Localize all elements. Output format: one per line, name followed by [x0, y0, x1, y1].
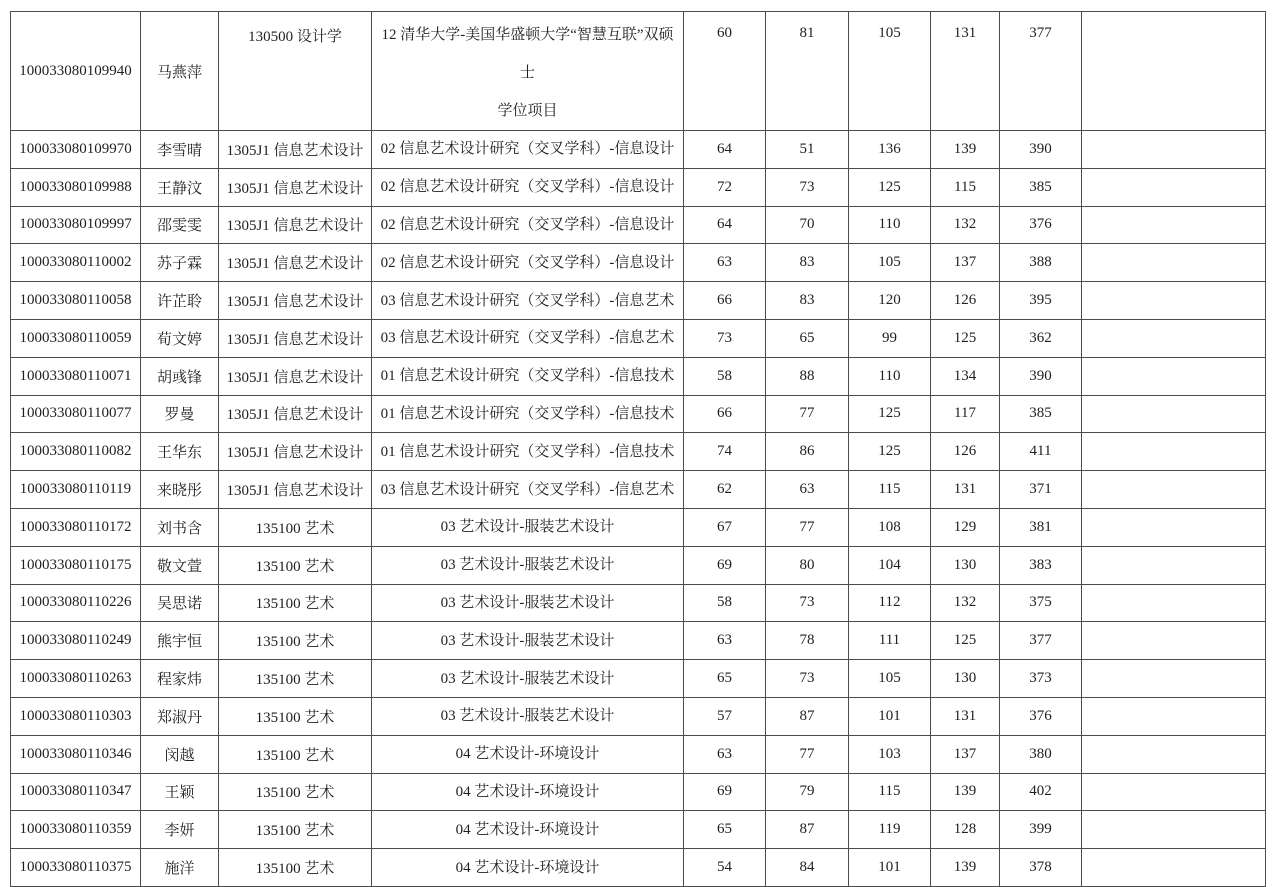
candidate-id-cell: 100033080109940 — [11, 12, 141, 131]
program-cell: 1305J1 信息艺术设计 — [219, 357, 372, 395]
table-row — [11, 546, 1266, 584]
direction-line: 03 信息艺术设计研究（交叉学科）-信息艺术 — [380, 330, 675, 347]
score-cell-1: 54 — [684, 849, 766, 887]
direction-line: 学位项目 — [497, 103, 558, 119]
direction-line: 01 信息艺术设计研究（交叉学科）-信息技术 — [380, 368, 675, 385]
score-cell-1: 73 — [684, 319, 766, 357]
table-row — [11, 622, 1266, 660]
candidate-name-cell: 胡彧锋 — [141, 357, 219, 395]
remark-cell — [1082, 319, 1266, 357]
score-cell-1: 62 — [684, 471, 766, 509]
total-score-cell: 395 — [1000, 282, 1082, 320]
candidate-name-cell: 程家炜 — [141, 660, 219, 698]
score-cell-2: 73 — [766, 660, 849, 698]
program-cell: 135100 艺术 — [219, 697, 372, 735]
score-cell-2: 87 — [766, 811, 849, 849]
candidate-id-cell: 100033080110058 — [11, 282, 141, 320]
candidate-id-cell: 100033080110119 — [11, 471, 141, 509]
score-cell-4: 128 — [931, 811, 1000, 849]
score-cell-3: 105 — [849, 12, 931, 131]
direction-cell — [372, 622, 684, 660]
direction-line: 04 艺术设计-环境设计 — [455, 821, 600, 838]
score-cell-4: 130 — [931, 660, 1000, 698]
remark-cell — [1082, 357, 1266, 395]
score-cell-3: 119 — [849, 811, 931, 849]
program-cell: 1305J1 信息艺术设计 — [219, 131, 372, 169]
table-row — [11, 660, 1266, 698]
direction-cell — [372, 735, 684, 773]
total-score-cell: 376 — [1000, 206, 1082, 244]
candidate-name-cell: 邵雯雯 — [141, 206, 219, 244]
score-cell-4: 130 — [931, 546, 1000, 584]
program-cell: 1305J1 信息艺术设计 — [219, 168, 372, 206]
score-cell-2: 87 — [766, 697, 849, 735]
direction-line: 03 艺术设计-服装艺术设计 — [440, 557, 615, 574]
program-cell: 135100 艺术 — [219, 546, 372, 584]
table-row — [11, 471, 1266, 509]
program-cell: 135100 艺术 — [219, 660, 372, 698]
score-cell-4: 132 — [931, 584, 1000, 622]
remark-cell — [1082, 660, 1266, 698]
direction-cell — [372, 244, 684, 282]
score-cell-2: 79 — [766, 773, 849, 811]
score-cell-3: 99 — [849, 319, 931, 357]
candidate-name-cell: 苏子霖 — [141, 244, 219, 282]
score-cell-2: 63 — [766, 471, 849, 509]
score-cell-3: 108 — [849, 508, 931, 546]
program-cell: 1305J1 信息艺术设计 — [219, 471, 372, 509]
table-row — [11, 12, 1266, 131]
program-cell: 135100 艺术 — [219, 622, 372, 660]
direction-cell — [372, 584, 684, 622]
table-row — [11, 357, 1266, 395]
score-cell-4: 126 — [931, 282, 1000, 320]
table-row — [11, 319, 1266, 357]
program-cell: 1305J1 信息艺术设计 — [219, 282, 372, 320]
total-score-cell: 362 — [1000, 319, 1082, 357]
candidate-name-cell: 闵越 — [141, 735, 219, 773]
score-cell-3: 105 — [849, 660, 931, 698]
total-score-cell: 371 — [1000, 471, 1082, 509]
score-cell-1: 66 — [684, 395, 766, 433]
direction-cell — [372, 697, 684, 735]
remark-cell — [1082, 811, 1266, 849]
score-cell-1: 63 — [684, 735, 766, 773]
total-score-cell: 381 — [1000, 508, 1082, 546]
score-cell-3: 110 — [849, 357, 931, 395]
direction-cell — [372, 357, 684, 395]
score-cell-4: 139 — [931, 849, 1000, 887]
score-cell-2: 77 — [766, 508, 849, 546]
total-score-cell: 385 — [1000, 168, 1082, 206]
score-cell-1: 74 — [684, 433, 766, 471]
total-score-cell: 385 — [1000, 395, 1082, 433]
score-cell-4: 139 — [931, 773, 1000, 811]
direction-cell — [372, 282, 684, 320]
score-cell-4: 125 — [931, 319, 1000, 357]
table-row — [11, 244, 1266, 282]
score-table-body — [11, 12, 1266, 887]
score-cell-3: 104 — [849, 546, 931, 584]
score-cell-2: 83 — [766, 282, 849, 320]
candidate-id-cell: 100033080110347 — [11, 773, 141, 811]
candidate-name-cell: 罗曼 — [141, 395, 219, 433]
direction-line: 01 信息艺术设计研究（交叉学科）-信息技术 — [380, 405, 675, 422]
total-score-cell: 388 — [1000, 244, 1082, 282]
direction-line: 04 艺术设计-环境设计 — [455, 859, 600, 876]
score-cell-2: 81 — [766, 12, 849, 131]
score-cell-1: 66 — [684, 282, 766, 320]
score-cell-3: 105 — [849, 244, 931, 282]
candidate-id-cell: 100033080110346 — [11, 735, 141, 773]
total-score-cell: 373 — [1000, 660, 1082, 698]
candidate-id-cell: 100033080110077 — [11, 395, 141, 433]
score-cell-2: 84 — [766, 849, 849, 887]
table-row — [11, 168, 1266, 206]
remark-cell — [1082, 849, 1266, 887]
direction-cell — [372, 395, 684, 433]
score-cell-4: 137 — [931, 244, 1000, 282]
score-cell-4: 132 — [931, 206, 1000, 244]
candidate-id-cell: 100033080110002 — [11, 244, 141, 282]
score-cell-1: 69 — [684, 546, 766, 584]
score-cell-1: 72 — [684, 168, 766, 206]
total-score-cell: 383 — [1000, 546, 1082, 584]
direction-line: 03 信息艺术设计研究（交叉学科）-信息艺术 — [380, 481, 675, 498]
program-cell: 135100 艺术 — [219, 735, 372, 773]
program-cell: 1305J1 信息艺术设计 — [219, 244, 372, 282]
table-row — [11, 395, 1266, 433]
score-cell-3: 125 — [849, 395, 931, 433]
direction-line: 04 艺术设计-环境设计 — [455, 783, 600, 800]
score-cell-1: 69 — [684, 773, 766, 811]
candidate-id-cell: 100033080109997 — [11, 206, 141, 244]
candidate-id-cell: 100033080110303 — [11, 697, 141, 735]
program-cell: 1305J1 信息艺术设计 — [219, 319, 372, 357]
score-cell-3: 125 — [849, 168, 931, 206]
score-cell-3: 115 — [849, 471, 931, 509]
direction-line: 02 信息艺术设计研究（交叉学科）-信息设计 — [380, 141, 675, 158]
direction-cell — [372, 546, 684, 584]
candidate-id-cell: 100033080110249 — [11, 622, 141, 660]
score-cell-3: 111 — [849, 622, 931, 660]
direction-line: 02 信息艺术设计研究（交叉学科）-信息设计 — [380, 216, 675, 233]
remark-cell — [1082, 206, 1266, 244]
program-cell: 135100 艺术 — [219, 584, 372, 622]
score-cell-2: 80 — [766, 546, 849, 584]
candidate-name-cell: 李妍 — [141, 811, 219, 849]
score-cell-1: 67 — [684, 508, 766, 546]
score-cell-3: 101 — [849, 697, 931, 735]
table-row — [11, 508, 1266, 546]
score-cell-1: 64 — [684, 131, 766, 169]
score-cell-2: 88 — [766, 357, 849, 395]
score-cell-1: 64 — [684, 206, 766, 244]
score-cell-4: 125 — [931, 622, 1000, 660]
candidate-name-cell: 刘书含 — [141, 508, 219, 546]
score-cell-4: 115 — [931, 168, 1000, 206]
direction-line: 04 艺术设计-环境设计 — [455, 746, 600, 763]
score-cell-3: 112 — [849, 584, 931, 622]
table-row — [11, 131, 1266, 169]
direction-cell — [372, 206, 684, 244]
score-cell-1: 63 — [684, 244, 766, 282]
score-cell-4: 129 — [931, 508, 1000, 546]
direction-cell — [372, 433, 684, 471]
score-cell-2: 70 — [766, 206, 849, 244]
candidate-name-cell: 来晓彤 — [141, 471, 219, 509]
remark-cell — [1082, 168, 1266, 206]
total-score-cell: 399 — [1000, 811, 1082, 849]
candidate-id-cell: 100033080110082 — [11, 433, 141, 471]
total-score-cell: 402 — [1000, 773, 1082, 811]
remark-cell — [1082, 622, 1266, 660]
candidate-id-cell: 100033080110263 — [11, 660, 141, 698]
score-cell-2: 86 — [766, 433, 849, 471]
direction-line: 03 艺术设计-服装艺术设计 — [440, 519, 615, 536]
program-cell: 1305J1 信息艺术设计 — [219, 206, 372, 244]
total-score-cell: 377 — [1000, 622, 1082, 660]
direction-line: 03 艺术设计-服装艺术设计 — [440, 670, 615, 687]
direction-cell — [372, 773, 684, 811]
remark-cell — [1082, 282, 1266, 320]
candidate-id-cell: 100033080110226 — [11, 584, 141, 622]
direction-line: 12 清华大学-美国华盛顿大学“智慧互联”双硕士 — [381, 27, 674, 81]
table-row — [11, 282, 1266, 320]
table-row — [11, 584, 1266, 622]
table-row — [11, 206, 1266, 244]
score-cell-4: 131 — [931, 471, 1000, 509]
remark-cell — [1082, 471, 1266, 509]
direction-cell — [372, 319, 684, 357]
direction-line: 03 信息艺术设计研究（交叉学科）-信息艺术 — [380, 292, 675, 309]
score-cell-2: 73 — [766, 168, 849, 206]
score-cell-1: 58 — [684, 584, 766, 622]
score-cell-3: 115 — [849, 773, 931, 811]
candidate-id-cell: 100033080110175 — [11, 546, 141, 584]
remark-cell — [1082, 131, 1266, 169]
direction-cell — [372, 471, 684, 509]
total-score-cell: 380 — [1000, 735, 1082, 773]
score-cell-3: 120 — [849, 282, 931, 320]
candidate-id-cell: 100033080110359 — [11, 811, 141, 849]
score-cell-1: 60 — [684, 12, 766, 131]
score-cell-1: 58 — [684, 357, 766, 395]
candidate-name-cell: 荀文婷 — [141, 319, 219, 357]
program-cell: 1305J1 信息艺术设计 — [219, 433, 372, 471]
candidate-name-cell: 李雪晴 — [141, 131, 219, 169]
candidate-name-cell: 施洋 — [141, 849, 219, 887]
remark-cell — [1082, 773, 1266, 811]
candidate-name-cell: 郑淑丹 — [141, 697, 219, 735]
score-cell-4: 137 — [931, 735, 1000, 773]
program-cell: 135100 艺术 — [219, 811, 372, 849]
remark-cell — [1082, 395, 1266, 433]
score-cell-2: 73 — [766, 584, 849, 622]
remark-cell — [1082, 433, 1266, 471]
remark-cell — [1082, 508, 1266, 546]
score-cell-4: 131 — [931, 697, 1000, 735]
direction-cell — [372, 508, 684, 546]
candidate-name-cell: 王颖 — [141, 773, 219, 811]
total-score-cell: 378 — [1000, 849, 1082, 887]
remark-cell — [1082, 12, 1266, 131]
score-cell-4: 131 — [931, 12, 1000, 131]
score-cell-4: 117 — [931, 395, 1000, 433]
candidate-id-cell: 100033080109988 — [11, 168, 141, 206]
candidate-id-cell: 100033080109970 — [11, 131, 141, 169]
score-cell-3: 101 — [849, 849, 931, 887]
remark-cell — [1082, 735, 1266, 773]
direction-line: 02 信息艺术设计研究（交叉学科）-信息设计 — [380, 179, 675, 196]
table-row — [11, 697, 1266, 735]
total-score-cell: 376 — [1000, 697, 1082, 735]
candidate-name-cell: 敬文萱 — [141, 546, 219, 584]
remark-cell — [1082, 584, 1266, 622]
direction-line: 02 信息艺术设计研究（交叉学科）-信息设计 — [380, 254, 675, 271]
program-cell: 135100 艺术 — [219, 508, 372, 546]
score-cell-2: 51 — [766, 131, 849, 169]
direction-line: 03 艺术设计-服装艺术设计 — [440, 708, 615, 725]
candidate-id-cell: 100033080110071 — [11, 357, 141, 395]
table-row — [11, 433, 1266, 471]
program-cell: 1305J1 信息艺术设计 — [219, 395, 372, 433]
candidate-name-cell: 王静汶 — [141, 168, 219, 206]
candidate-id-cell: 100033080110375 — [11, 849, 141, 887]
remark-cell — [1082, 546, 1266, 584]
table-row — [11, 811, 1266, 849]
program-cell: 135100 艺术 — [219, 773, 372, 811]
table-row — [11, 773, 1266, 811]
score-table — [10, 11, 1266, 887]
remark-cell — [1082, 697, 1266, 735]
score-cell-1: 65 — [684, 811, 766, 849]
total-score-cell: 390 — [1000, 131, 1082, 169]
score-cell-3: 103 — [849, 735, 931, 773]
candidate-name-cell: 马燕萍 — [141, 12, 219, 131]
direction-line: 01 信息艺术设计研究（交叉学科）-信息技术 — [380, 443, 675, 460]
direction-line: 03 艺术设计-服装艺术设计 — [440, 594, 615, 611]
candidate-id-cell: 100033080110172 — [11, 508, 141, 546]
total-score-cell: 377 — [1000, 12, 1082, 131]
direction-cell — [372, 12, 684, 131]
candidate-name-cell: 许芷聆 — [141, 282, 219, 320]
table-row — [11, 735, 1266, 773]
direction-cell — [372, 660, 684, 698]
score-cell-1: 65 — [684, 660, 766, 698]
score-cell-3: 136 — [849, 131, 931, 169]
candidate-name-cell: 熊宇恒 — [141, 622, 219, 660]
score-cell-2: 65 — [766, 319, 849, 357]
candidate-name-cell: 王华东 — [141, 433, 219, 471]
candidate-name-cell: 吴思诺 — [141, 584, 219, 622]
total-score-cell: 375 — [1000, 584, 1082, 622]
program-cell: 130500 设计学 — [219, 12, 372, 131]
score-cell-4: 139 — [931, 131, 1000, 169]
direction-cell — [372, 811, 684, 849]
score-cell-1: 57 — [684, 697, 766, 735]
score-cell-4: 134 — [931, 357, 1000, 395]
score-cell-2: 78 — [766, 622, 849, 660]
direction-cell — [372, 849, 684, 887]
score-cell-3: 110 — [849, 206, 931, 244]
score-cell-2: 83 — [766, 244, 849, 282]
program-cell: 135100 艺术 — [219, 849, 372, 887]
direction-line: 03 艺术设计-服装艺术设计 — [440, 632, 615, 649]
total-score-cell: 390 — [1000, 357, 1082, 395]
score-cell-2: 77 — [766, 395, 849, 433]
score-cell-1: 63 — [684, 622, 766, 660]
direction-cell — [372, 168, 684, 206]
score-cell-4: 126 — [931, 433, 1000, 471]
total-score-cell: 411 — [1000, 433, 1082, 471]
candidate-id-cell: 100033080110059 — [11, 319, 141, 357]
direction-cell — [372, 131, 684, 169]
score-cell-2: 77 — [766, 735, 849, 773]
table-row — [11, 849, 1266, 887]
score-cell-3: 125 — [849, 433, 931, 471]
remark-cell — [1082, 244, 1266, 282]
